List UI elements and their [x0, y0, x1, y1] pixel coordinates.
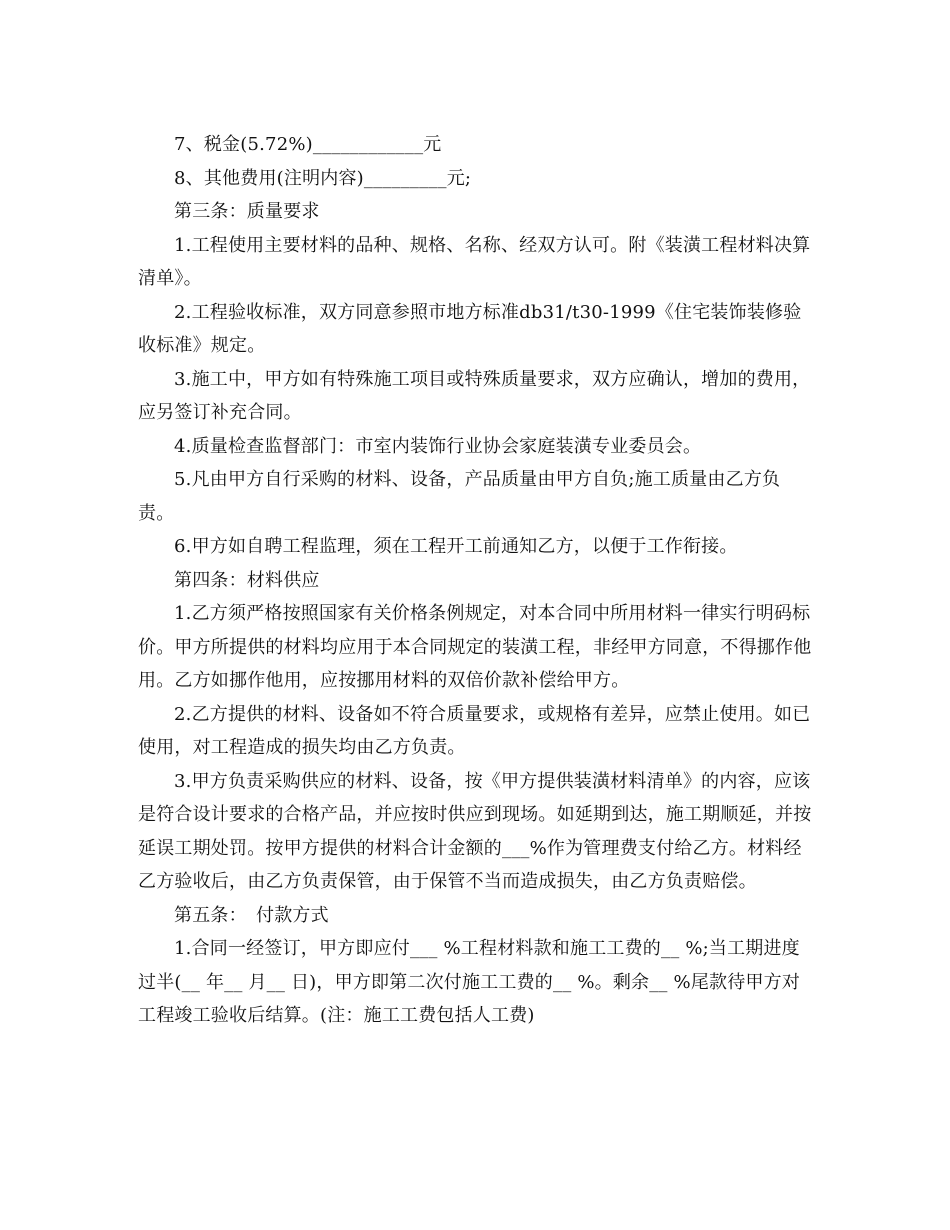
paragraph-3-6: 6.甲方如自聘工程监理，须在工程开工前通知乙方，以便于工作衔接。 — [174, 536, 738, 557]
paragraph-3-1: 1.工程使用主要材料的品种、规格、名称、经双方认可。附《装潢工程材料决算清单》。 — [138, 234, 811, 289]
paragraph-5-1: 1.合同一经签订，甲方即应付___ %工程材料款和施工工费的__ %;当工期进度过半(__ 年__ 月__ 日)，甲方即第二次付施工工费的__ %。剩余__ %尾款待甲方对工程竣工验收后结算。(注：施工工费包括人工费) — [138, 938, 801, 1026]
paragraph-other-fees: 8、其他费用(注明内容)_________元; — [174, 167, 472, 189]
heading-article-4: 第四条：材料供应 — [174, 569, 320, 591]
paragraph-4-1: 1.乙方须严格按照国家有关价格条例规定，对本合同中所用材料一律实行明码标价。甲方所提供的材料均应用于本合同规定的装潢工程，非经甲方同意，不得挪作他用。乙方如挪作他用，应按挪用材料的双倍价款补偿给甲方。 — [138, 603, 812, 691]
paragraph-4-3: 3.甲方负责采购供应的材料、设备，按《甲方提供装潢材料清单》的内容，应该是符合设计要求的合格产品，并应按时供应到现场。如延期到达，施工期顺延，并按延误工期处罚。按甲方提供的材料合计金额的___%作为管理费支付给乙方。材料经乙方验收后，由乙方负责保管，由于保管不当而造成损失，由乙方负责赔偿。 — [138, 770, 812, 892]
paragraph-tax: 7、税金(5.72%)____________元 — [174, 134, 442, 155]
paragraph-3-5: 5.凡由甲方自行采购的材料、设备，产品质量由甲方自负;施工质量由乙方负责。 — [138, 469, 781, 524]
paragraph-4-2: 2.乙方提供的材料、设备如不符合质量要求，或规格有差异，应禁止使用。如已使用，对工程造成的损失均由乙方负责。 — [138, 703, 811, 758]
paragraph-3-2: 2.工程验收标准，双方同意参照市地方标准db31/t30-1999《住宅装饰装修验收标准》规定。 — [138, 301, 802, 356]
heading-article-3: 第三条：质量要求 — [174, 201, 320, 222]
heading-article-5: 第五条： 付款方式 — [174, 904, 329, 926]
document-page — [138, 128, 816, 1033]
paragraph-3-3: 3.施工中，甲方如有特殊施工项目或特殊质量要求，双方应确认，增加的费用，应另签订补充合同。 — [138, 368, 811, 423]
paragraph-3-4: 4.质量检查监督部门：市室内装饰行业协会家庭装潢专业委员会。 — [174, 435, 702, 457]
